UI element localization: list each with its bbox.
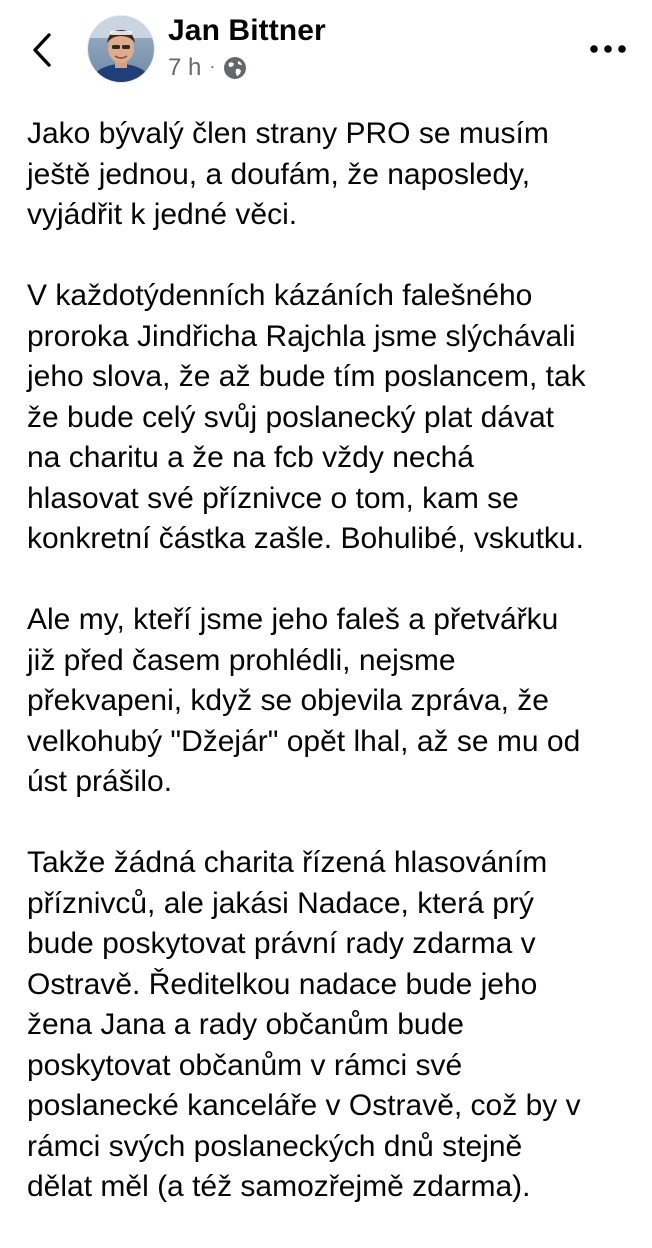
post-text — [27, 114, 643, 1248]
text-line: žena Jana a rady občanům bude — [27, 1008, 464, 1041]
text-line: Jako bývalý člen strany PRO se musím — [27, 117, 549, 150]
text-line: jeho slova, že až bude tím poslancem, tak — [27, 360, 586, 393]
text-line: hlasovat své příznivce o tom, kam se — [27, 481, 519, 515]
text-line: poskytovat občanům v rámci své — [27, 1048, 463, 1082]
text-line: dělat měl (a též samozřejmě zdarma). — [27, 1170, 531, 1203]
globe-icon — [223, 56, 247, 80]
text-line: úst prášilo. — [27, 765, 173, 798]
more-horizontal-icon — [588, 44, 628, 54]
post-paragraph-1 — [27, 114, 643, 236]
avatar-image — [88, 16, 154, 82]
post-paragraph-4 — [27, 843, 643, 1208]
text-line: bude poskytovat právní rady zdarma v — [27, 927, 536, 960]
post-paragraph-2 — [27, 276, 643, 560]
meta-separator: · — [209, 55, 216, 76]
text-line: velkohubý "Džejár" opět lhal, až se mu od — [27, 724, 581, 758]
author-avatar[interactable] — [88, 16, 154, 82]
post-meta — [168, 54, 247, 82]
text-line: poslanecké kanceláře v Ostravě, což by v — [27, 1089, 581, 1122]
text-line: Takže žádná charita řízená hlasováním — [27, 846, 548, 879]
text-line: vyjádřit k jedné věci. — [27, 198, 298, 231]
back-button[interactable] — [22, 28, 62, 72]
author-name[interactable]: Jan Bittner — [168, 14, 326, 47]
text-line: překvapeni, když se objevila zpráva, že — [27, 684, 549, 717]
text-line: ještě jednou, a doufám, že naposledy, — [27, 157, 531, 191]
text-line: proroka Jindřicha Rajchla jsme slýchávali — [27, 319, 576, 353]
post-timestamp[interactable]: 7 h — [168, 54, 202, 81]
text-line: V každotýdenních kázáních falešného — [27, 279, 533, 312]
post-header — [0, 0, 652, 98]
text-line: rámci svých poslaneckých dnů stejně — [27, 1129, 523, 1163]
more-options-button[interactable] — [586, 34, 630, 64]
text-line: Ale my, kteří jsme jeho faleš a přetvářku — [27, 603, 559, 636]
text-line: že bude celý svůj poslanecký plat dávat — [27, 400, 554, 434]
post-paragraph-3 — [27, 600, 643, 803]
text-line: na charitu a že na fcb vždy nechá — [27, 441, 474, 474]
text-line: Ostravě. Ředitelkou nadace bude jeho — [27, 967, 538, 1001]
chevron-left-icon — [31, 32, 53, 68]
text-line: příznivců, ale jakási Nadace, která prý — [27, 886, 534, 920]
text-line: konkretní částka zašle. Bohulibé, vskutku. — [27, 522, 584, 555]
text-line: již před časem prohlédli, nejsme — [27, 643, 456, 677]
